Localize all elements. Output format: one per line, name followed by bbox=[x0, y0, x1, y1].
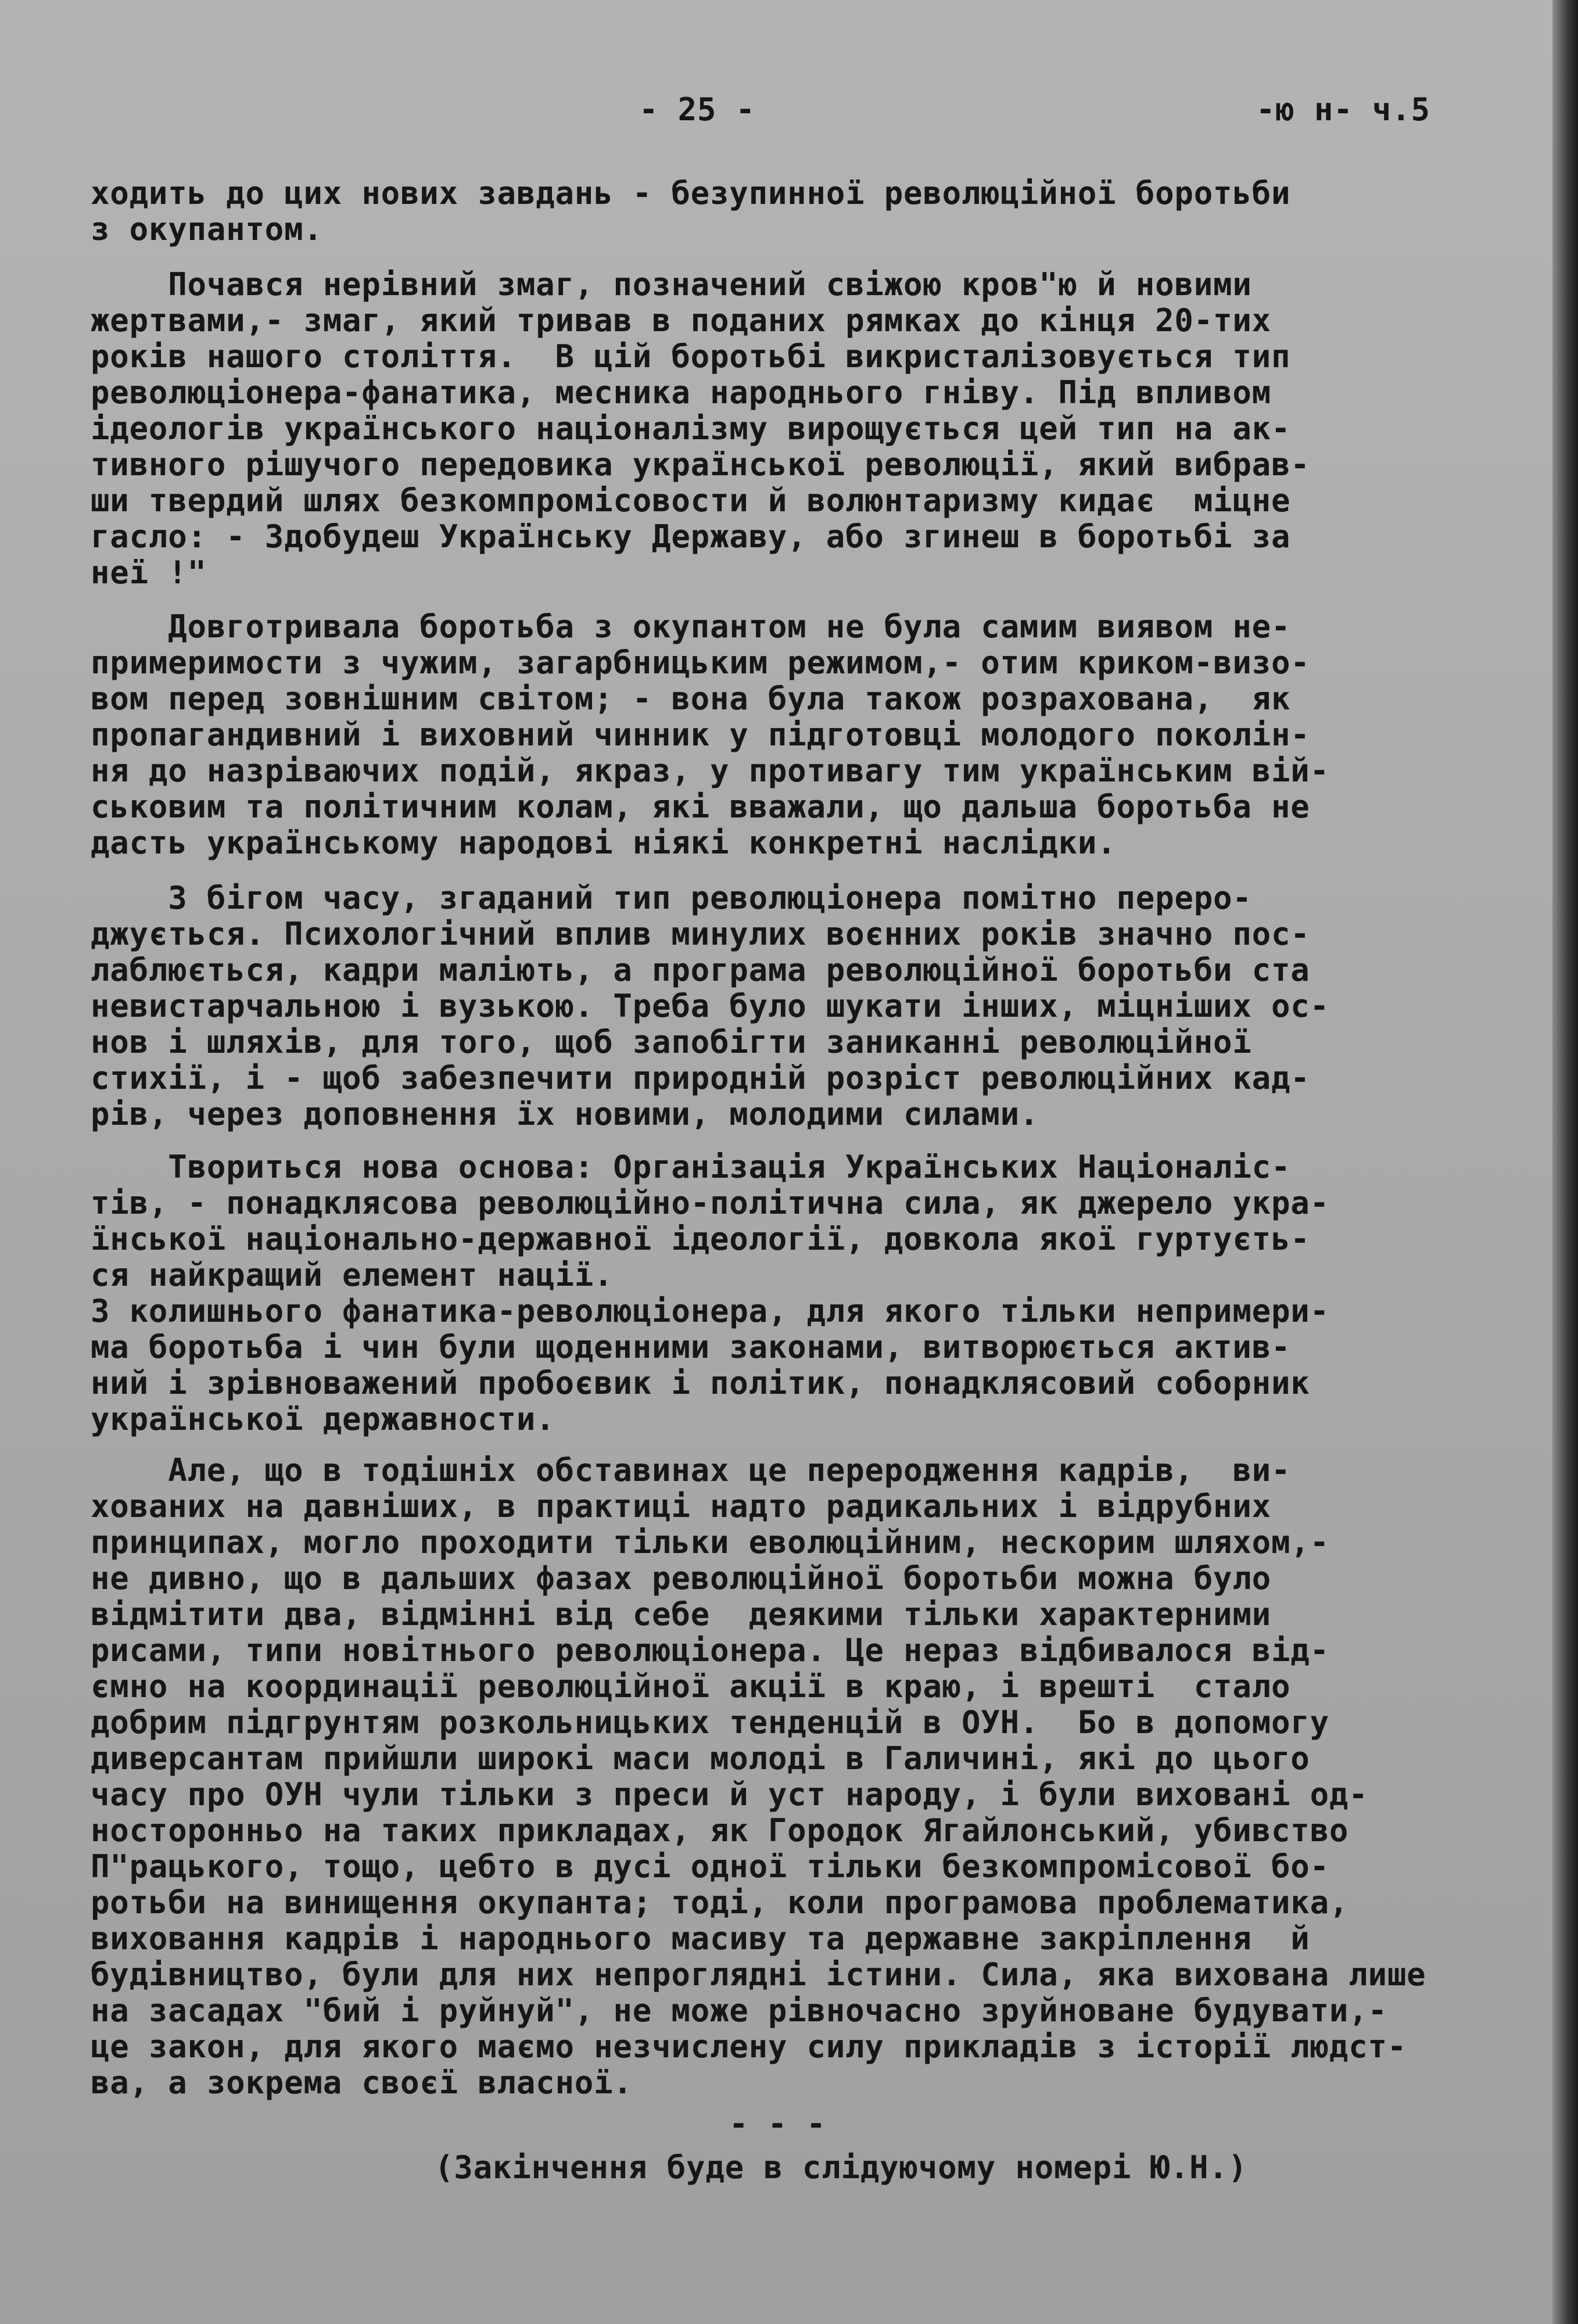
paragraph-3-line-2: примеримости з чужим, загарбницьким режимом,- отим криком-визо- bbox=[91, 644, 1310, 681]
paragraph-6-line-7: ємно на координації революційної акції в краю, і врешті стало bbox=[91, 1668, 1291, 1705]
paragraph-5-line-4: ся найкращий елемент нації. bbox=[91, 1257, 614, 1293]
paragraph-6-line-6: рисами, типи новітнього революціонера. Це нераз відбивалося від- bbox=[91, 1632, 1329, 1669]
paragraph-6-line-17: це закон, для якого маємо незчислену силу прикладів з історії людст- bbox=[91, 2028, 1407, 2065]
paragraph-4-line-2: джується. Психологічний вплив минулих воєнних років значно пос- bbox=[91, 916, 1310, 952]
paragraph-2-line-5: ідеологів українського націоналізму вирощується цей тип на ак- bbox=[91, 410, 1291, 447]
paragraph-2-line-1: Почався нерівний змаг, позначений свіжою кров"ю й новими bbox=[91, 266, 1252, 303]
paragraph-6-line-1: Але, що в тодішніх обставинах це переродження кадрів, ви- bbox=[91, 1452, 1291, 1489]
paragraph-5-line-7: ний і зрівноважений пробоєвик і політик, понадклясовий соборник bbox=[91, 1365, 1310, 1401]
paragraph-5-line-8: української державности. bbox=[91, 1401, 555, 1437]
paragraph-4-line-1: З бігом часу, згаданий тип революціонера помітно переро- bbox=[91, 880, 1252, 916]
paragraph-2-line-4: революціонера-фанатика, месника народнього гніву. Під впливом bbox=[91, 374, 1271, 411]
paragraph-3-line-7: дасть українському народові ніякі конкретні наслідки. bbox=[91, 824, 1117, 861]
paragraph-5-line-5: З колишнього фанатика-революціонера, для якого тільки непримери- bbox=[91, 1293, 1329, 1329]
paragraph-1-line-2: з окупантом. bbox=[91, 211, 323, 248]
paragraph-6-line-11: носторонньо на таких прикладах, як Городок Ягайлонський, убивство bbox=[91, 1812, 1349, 1849]
paragraph-5-line-2: тів, - понадклясова революційно-політична сила, як джерело укра- bbox=[91, 1185, 1329, 1221]
paragraph-4-line-7: рів, через доповнення їх новими, молодими силами. bbox=[91, 1096, 1039, 1132]
paragraph-6-line-4: не дивно, що в дальших фазах революційної боротьби можна було bbox=[91, 1560, 1271, 1597]
issue-reference: -ю н- ч.5 bbox=[1256, 91, 1430, 128]
paragraph-6-line-9: диверсантам прийшли широкі маси молоді в Галичині, які до цього bbox=[91, 1740, 1310, 1777]
paragraph-5-line-1: Твориться нова основа: Організація Українських Націоналіс- bbox=[91, 1149, 1291, 1185]
paragraph-3-line-5: ня до назріваючих подій, якраз, у противагу тим українським вій- bbox=[91, 752, 1329, 789]
paragraph-6-line-18: ва, а зокрема своєї власної. bbox=[91, 2064, 633, 2101]
paragraph-6-line-12: П"рацького, тощо, цебто в дусі одної тільки безкомпромісової бо- bbox=[91, 1848, 1329, 1885]
page-number: - 25 - bbox=[639, 91, 755, 128]
paragraph-6-line-14: виховання кадрів і народнього масиву та державне закріплення й bbox=[91, 1920, 1310, 1957]
paragraph-2-line-7: ши твердий шлях безкомпромісовости й волюнтаризму кидає міцне bbox=[91, 482, 1291, 519]
paragraph-6-line-15: будівництво, були для них непроглядні істини. Сила, яка вихована лише bbox=[91, 1956, 1426, 1993]
paragraph-1-line-1: ходить до цих нових завдань - безупинної революційної боротьби bbox=[91, 175, 1291, 211]
paragraph-3-line-1: Довготривала боротьба з окупантом не була самим виявом не- bbox=[91, 608, 1291, 645]
paragraph-3-line-3: вом перед зовнішним світом; - вона була також розрахована, як bbox=[91, 680, 1291, 717]
paragraph-3-line-6: ськовим та політичним колам, які вважали, що дальша боротьба не bbox=[91, 788, 1310, 825]
paragraph-3-line-4: пропагандивний і виховний чинник у підготовці молодого поколін- bbox=[91, 716, 1310, 753]
paragraph-4-line-5: нов і шляхів, для того, щоб запобігти заниканні революційної bbox=[91, 1024, 1252, 1060]
paragraph-6-line-3: принципах, могло проходити тільки еволюційним, нескорим шляхом,- bbox=[91, 1524, 1329, 1561]
paragraph-2-line-3: років нашого століття. В цій боротьбі викристалізовується тип bbox=[91, 338, 1291, 375]
paragraph-2-line-8: гасло: - Здобудеш Українську Державу, або згинеш в боротьбі за bbox=[91, 518, 1291, 555]
continuation-note: (Закінчення буде в слідуючому номері Ю.Н.) bbox=[435, 2149, 1248, 2186]
paragraph-4-line-3: лаблюється, кадри маліють, а програма революційної боротьби ста bbox=[91, 952, 1310, 988]
paragraph-2-line-6: тивного рішучого передовика української революції, який вибрав- bbox=[91, 446, 1310, 483]
paragraph-4-line-6: стихії, і - щоб забезпечити природній розріст революційних кад- bbox=[91, 1060, 1310, 1096]
section-separator: - - - bbox=[729, 2106, 826, 2142]
paragraph-2-line-9: неї !" bbox=[91, 554, 207, 591]
paragraph-6-line-2: хованих на давніших, в практиці надто радикальних і відрубних bbox=[91, 1488, 1271, 1525]
paragraph-6-line-16: на засадах "бий і руйнуй", не може рівночасно зруйноване будувати,- bbox=[91, 1992, 1387, 2029]
paragraph-6-line-5: відмітити два, відмінні від себе деякими тільки характерними bbox=[91, 1596, 1271, 1633]
paragraph-4-line-4: невистарчальною і вузькою. Треба було шукати інших, міцніших ос- bbox=[91, 988, 1329, 1024]
paragraph-6-line-10: часу про ОУН чули тільки з преси й уст народу, і були виховані од- bbox=[91, 1776, 1368, 1813]
paragraph-6-line-13: ротьби на винищення окупанта; тоді, коли програмова проблематика, bbox=[91, 1884, 1349, 1921]
paragraph-5-line-6: ма боротьба і чин були щоденними законами, витворюється актив- bbox=[91, 1329, 1291, 1365]
paragraph-5-line-3: їнської національно-державної ідеології, довкола якої гуртуєть- bbox=[91, 1221, 1310, 1257]
paragraph-6-line-8: добрим підгрунтям розкольницьких тенденцій в ОУН. Бо в допомогу bbox=[91, 1704, 1329, 1741]
paragraph-2-line-2: жертвами,- змаг, який тривав в поданих рямках до кінця 20-тих bbox=[91, 302, 1271, 339]
